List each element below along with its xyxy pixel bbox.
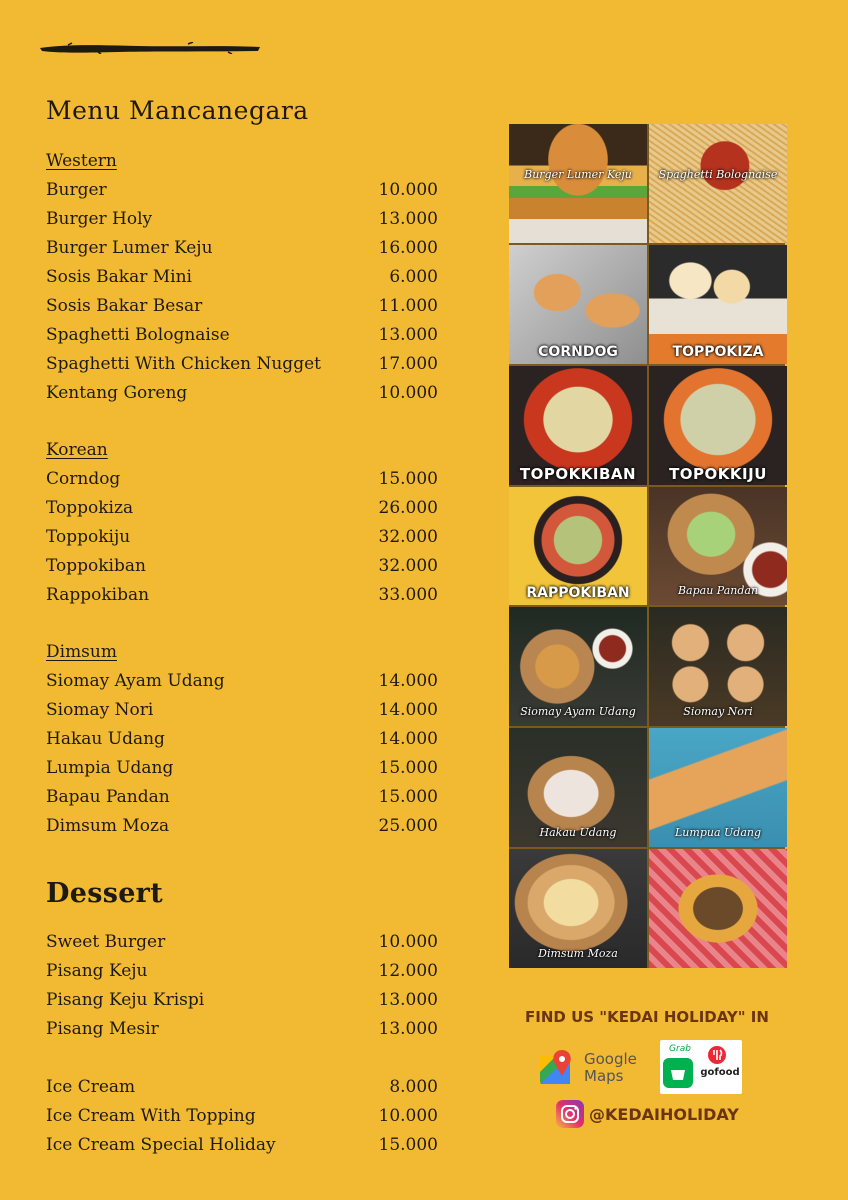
item-price: 15.000 [378, 758, 438, 778]
item-name: Pisang Keju Krispi [46, 990, 205, 1010]
photo-hakau-udang [509, 728, 647, 847]
item-price: 14.000 [378, 700, 438, 720]
menu-item [46, 1073, 438, 1102]
item-name: Hakau Udang [46, 729, 165, 749]
photo-label: Spaghetti Bolognaise [658, 168, 778, 181]
item-price: 10.000 [378, 383, 438, 403]
menu-item [46, 928, 438, 957]
photo-burger-lumer-keju [509, 124, 647, 243]
item-price: 25.000 [378, 816, 438, 836]
item-name: Toppokiju [46, 527, 131, 547]
item-price: 33.000 [378, 585, 438, 605]
item-name: Dimsum Moza [46, 816, 170, 836]
photo-topokkiban [509, 366, 647, 485]
menu-item [46, 321, 438, 350]
photo-rappokiban [509, 487, 647, 606]
item-name: Lumpia Udang [46, 758, 174, 778]
google-maps-label [584, 1051, 637, 1085]
photo-label: Hakau Udang [539, 826, 617, 840]
photo-dimsum-moza [509, 849, 647, 968]
item-name: Rappokiban [46, 585, 150, 605]
item-price: 10.000 [378, 180, 438, 200]
item-name: Ice Cream [46, 1077, 136, 1097]
menu-item [46, 812, 438, 841]
item-price: 13.000 [378, 325, 438, 345]
item-name: Bapau Pandan [46, 787, 170, 807]
photo-label: Dimsum Moza [538, 946, 618, 960]
menu-item [46, 205, 438, 234]
photo-lumpia-udang [649, 728, 787, 847]
korean-section [46, 436, 438, 610]
item-name: Burger Holy [46, 209, 153, 229]
item-price: 13.000 [378, 990, 438, 1010]
item-name: Sosis Bakar Mini [46, 267, 192, 287]
menu-item [46, 1015, 438, 1044]
dimsum-section [46, 638, 438, 841]
item-name: Kentang Goreng [46, 383, 188, 403]
google-maps-line2: Maps [584, 1067, 624, 1085]
google-maps-badge[interactable] [540, 1046, 650, 1090]
item-name: Ice Cream With Topping [46, 1106, 256, 1126]
item-name: Toppokiban [46, 556, 146, 576]
item-price: 10.000 [378, 932, 438, 952]
item-price: 16.000 [378, 238, 438, 258]
photo-label: TOPPOKIZA [672, 343, 764, 360]
item-name: Pisang Mesir [46, 1019, 159, 1039]
photo-toppokiza [649, 245, 787, 364]
photo-label: Siomay Nori [683, 705, 753, 719]
dessert-section [46, 878, 438, 909]
western-heading: Western [46, 151, 117, 171]
item-price: 15.000 [378, 469, 438, 489]
menu-item [46, 783, 438, 812]
ice-cream-list [46, 1073, 438, 1160]
grabfood-icon [663, 1058, 693, 1088]
item-name: Ice Cream Special Holiday [46, 1135, 276, 1155]
menu-item [46, 725, 438, 754]
item-price: 15.000 [378, 787, 438, 807]
food-photo-grid [509, 124, 785, 968]
instagram-label: @KEDAIHOLIDAY [589, 1104, 739, 1124]
menu-item [46, 350, 438, 379]
photo-corndog [509, 245, 647, 364]
item-price: 14.000 [378, 671, 438, 691]
google-maps-icon [540, 1050, 574, 1086]
photo-siomay-ayam-udang [509, 607, 647, 726]
photo-label: RAPPOKIBAN [526, 585, 630, 602]
item-name: Toppokiza [46, 498, 134, 518]
menu-mancanegara-column [46, 96, 438, 125]
dimsum-heading: Dimsum [46, 642, 117, 662]
item-price: 17.000 [378, 354, 438, 374]
photo-bapau-pandan [649, 487, 787, 606]
photo-label: Lumpua Udang [675, 826, 761, 840]
item-name: Siomay Nori [46, 700, 154, 720]
find-us-heading: FIND US "KEDAI HOLIDAY" IN [525, 1008, 769, 1026]
photo-label: Burger Lumer Keju [524, 168, 632, 181]
item-price: 11.000 [378, 296, 438, 316]
google-maps-line1: Google [584, 1050, 637, 1068]
menu-item [46, 957, 438, 986]
western-section [46, 147, 438, 408]
item-price: 15.000 [378, 1135, 438, 1155]
menu-item [46, 523, 438, 552]
grabfood-gofood-badge[interactable] [660, 1040, 742, 1094]
menu-item [46, 1131, 438, 1160]
gofood-icon [708, 1046, 726, 1064]
gofood-label: gofood [700, 1067, 740, 1078]
item-price: 14.000 [378, 729, 438, 749]
menu-item [46, 234, 438, 263]
korean-heading: Korean [46, 440, 108, 460]
instagram-icon [556, 1100, 584, 1128]
menu-item [46, 263, 438, 292]
photo-topokkiju [649, 366, 787, 485]
menu-item [46, 986, 438, 1015]
menu-item [46, 379, 438, 408]
item-name: Sosis Bakar Besar [46, 296, 203, 316]
item-name: Pisang Keju [46, 961, 148, 981]
photo-label: TOPOKKIJU [669, 464, 767, 483]
item-name: Burger Lumer Keju [46, 238, 213, 258]
menu-item [46, 581, 438, 610]
item-price: 8.000 [389, 1077, 438, 1097]
menu-item [46, 552, 438, 581]
menu-item [46, 1102, 438, 1131]
photo-label: TOPOKKIBAN [519, 464, 637, 483]
menu-item [46, 667, 438, 696]
item-price: 12.000 [378, 961, 438, 981]
item-name: Spaghetti Bolognaise [46, 325, 230, 345]
photo-label: CORNDOG [538, 343, 618, 360]
item-name: Corndog [46, 469, 121, 489]
item-name: Siomay Ayam Udang [46, 671, 225, 691]
item-name: Burger [46, 180, 107, 200]
menu-item [46, 292, 438, 321]
photo-dessert-pisang [649, 849, 787, 968]
item-price: 32.000 [378, 556, 438, 576]
menu-item [46, 696, 438, 725]
brush-stroke-decoration [38, 42, 262, 54]
item-price: 26.000 [378, 498, 438, 518]
item-price: 10.000 [378, 1106, 438, 1126]
photo-label: Bapau Pandan [677, 584, 759, 598]
photo-spaghetti-bolognaise [649, 124, 787, 243]
photo-siomay-nori [649, 607, 787, 726]
instagram-handle[interactable] [556, 1100, 739, 1128]
dessert-title: Dessert [46, 878, 163, 909]
item-price: 13.000 [378, 209, 438, 229]
dessert-list [46, 928, 438, 1044]
item-price: 32.000 [378, 527, 438, 547]
grab-label: Grab [669, 1044, 691, 1054]
item-name: Spaghetti With Chicken Nugget [46, 354, 321, 374]
menu-item [46, 754, 438, 783]
menu-item [46, 494, 438, 523]
item-price: 13.000 [378, 1019, 438, 1039]
menu-mancanegara-title: Menu Mancanegara [46, 96, 309, 125]
item-name: Sweet Burger [46, 932, 166, 952]
menu-item [46, 465, 438, 494]
item-price: 6.000 [389, 267, 438, 287]
menu-item [46, 176, 438, 205]
photo-label: Siomay Ayam Udang [520, 705, 636, 719]
